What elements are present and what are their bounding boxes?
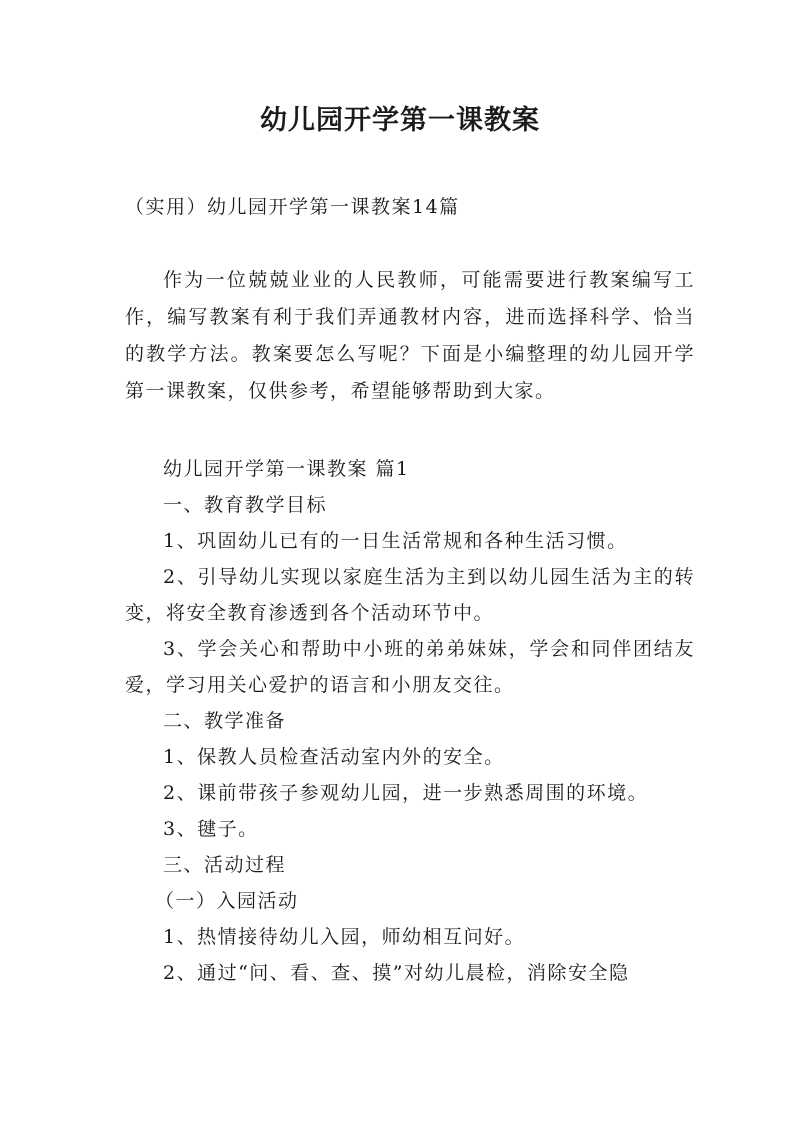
process-subheading: （一）入园活动 <box>155 890 299 912</box>
process-item-2: 2、通过“问、看、查、摸”对幼儿晨检，消除安全隐 <box>163 962 630 984</box>
prep-item-1: 1、保教人员检查活动室内外的安全。 <box>163 746 505 768</box>
goal-item-3: 3、学会关心和帮助中小班的弟弟妹妹，学会和同伴团结友爱，学习用关心爱护的语言和小朋友交往。 <box>125 638 695 696</box>
prep-item-3: 3、毽子。 <box>163 818 259 840</box>
prep-heading: 二、教学准备 <box>163 710 287 732</box>
lesson-body <box>125 451 695 991</box>
goals-heading: 一、教育教学目标 <box>163 494 328 516</box>
prep-item-2: 2、课前带孩子参观幼儿园，进一步熟悉周围的环境。 <box>163 782 649 804</box>
intro-paragraph: 作为一位兢兢业业的人民教师，可能需要进行教案编写工作，编写教案有利于我们弄通教材内容，进而选择科学、恰当的教学方法。教案要怎么写呢？下面是小编整理的幼儿园开学第一课教案，仅供参考，希望能够帮助到大家。 <box>125 269 695 402</box>
goal-item-2: 2、引导幼儿实现以家庭生活为主到以幼儿园生活为主的转变，将安全教育渗透到各个活动环节中。 <box>125 566 695 624</box>
lesson-heading: 幼儿园开学第一课教案 篇1 <box>163 458 410 480</box>
process-heading: 三、活动过程 <box>163 854 287 876</box>
document-title: 幼儿园开学第一课教案 <box>260 105 540 136</box>
goal-item-1: 1、巩固幼儿已有的一日生活常规和各种生活习惯。 <box>163 530 628 552</box>
document-subtitle: （实用）幼儿园开学第一课教案14篇 <box>125 196 460 218</box>
process-item-1: 1、热情接待幼儿入园，师幼相互问好。 <box>163 926 526 948</box>
